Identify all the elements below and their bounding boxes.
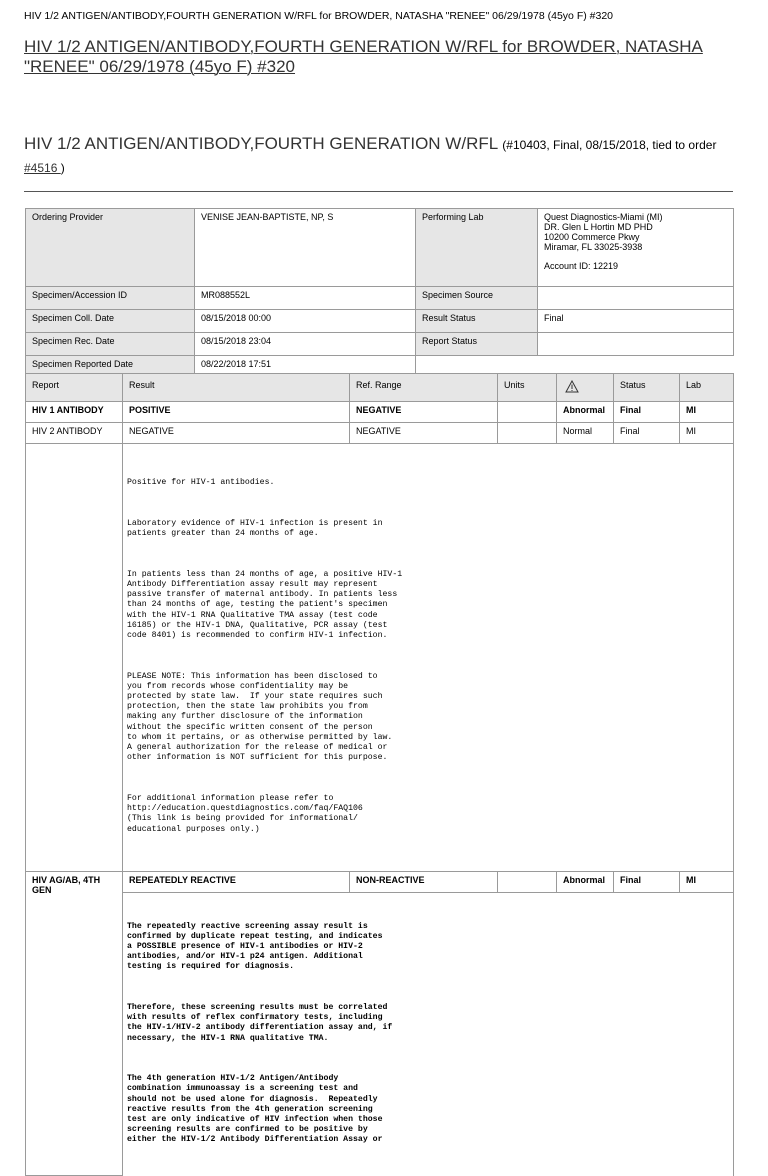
row-result: REPEATEDLY REACTIVE xyxy=(123,872,350,893)
lab-account: Account ID: 12219 xyxy=(544,261,619,271)
test-heading xyxy=(24,133,744,179)
note-row xyxy=(26,893,734,1176)
row-result: NEGATIVE xyxy=(123,423,350,444)
note-row xyxy=(26,444,734,872)
note-paragraph: In patients less than 24 months of age, a positive HIV-1 Antibody Differentiation assay result may represent passive transfer of maternal antibody. In patients less than 24 months of age, testing the patient's specimen with the HIV-1 RNA Qualitative TMA assay (test code 16185) or the HIV-1 DNA, Qualitative, PCR assay (test code 8401) is recommended to confirm HIV-1 infection. xyxy=(127,569,403,641)
row-lab: MI xyxy=(680,402,734,423)
specimen-info-table xyxy=(25,208,734,379)
reported-date-label: Specimen Reported Date xyxy=(26,356,195,379)
result-status-label: Result Status xyxy=(416,310,538,333)
reported-date-value: 08/22/2018 17:51 xyxy=(195,356,416,379)
row-ref-range: NEGATIVE xyxy=(350,402,498,423)
divider xyxy=(24,191,733,192)
warning-icon xyxy=(565,380,579,395)
results-table xyxy=(25,373,734,1176)
lab-city: Miramar, FL 33025-3938 xyxy=(544,242,643,252)
note-paragraph: The repeatedly reactive screening assay result is confirmed by duplicate repeat testing, and indicates a POSSIBLE presence of HIV-1 antibodies or HIV-2 antibodies, and/or HIV-1 p24 antigen. Additional testing is required for diagnosis. xyxy=(127,921,383,972)
ordering-provider-label: Ordering Provider xyxy=(26,209,195,287)
result-status-value: Final xyxy=(538,310,734,333)
note-paragraph: Positive for HIV-1 antibodies. xyxy=(127,478,275,488)
row-units xyxy=(498,402,557,423)
col-flag xyxy=(557,374,614,402)
row-report: HIV 1 ANTIBODY xyxy=(26,402,123,423)
ordering-provider-value: VENISE JEAN-BAPTISTE, NP, S xyxy=(195,209,416,287)
table-row xyxy=(26,402,734,423)
note-paragraph: Therefore, these screening results must be correlated with results of reflex confirmatory tests, including the HIV-1/HIV-2 antibody differentiation assay and, if necessary, the HIV-1 RNA qualitative TMA. xyxy=(127,1002,393,1043)
lab-director: DR. Glen L Hortin MD PHD xyxy=(544,222,653,232)
test-name: HIV 1/2 ANTIGEN/ANTIBODY,FOURTH GENERATION W/RFL xyxy=(24,134,498,153)
row-result: POSITIVE xyxy=(123,402,350,423)
table-row xyxy=(26,423,734,444)
note-paragraph: PLEASE NOTE: This information has been disclosed to you from records whose confidentiality may be protected by state law. If your state requires such protection, then the state law prohibits you from making any further disclosure of the information without the specific written consent of the person to whom it pertains, or as otherwise permitted by law. A general authorization for the release of medical or other information is NOT sufficient for this purpose. xyxy=(127,671,393,763)
row-flag: Abnormal xyxy=(557,402,614,423)
note-paragraph: Laboratory evidence of HIV-1 infection is present in patients greater than 24 months of age. xyxy=(127,519,383,539)
row-flag: Abnormal xyxy=(557,872,614,893)
row-ref-range: NON-REACTIVE xyxy=(350,872,498,893)
col-status: Status xyxy=(614,374,680,402)
order-link[interactable]: #4516 xyxy=(24,161,61,175)
row-lab: MI xyxy=(680,423,734,444)
accession-value: MR088552L xyxy=(195,287,416,310)
coll-date-value: 08/15/2018 00:00 xyxy=(195,310,416,333)
row-status: Final xyxy=(614,402,680,423)
col-lab: Lab xyxy=(680,374,734,402)
header-small-title: HIV 1/2 ANTIGEN/ANTIBODY,FOURTH GENERATION W/RFL for BROWDER, NATASHA "RENEE" 06/29/1978 (45yo F) #320 xyxy=(24,10,613,22)
lab-street: 10200 Commerce Pkwy xyxy=(544,232,640,242)
row-report: HIV AG/AB, 4TH GEN xyxy=(26,872,123,1176)
lab-name: Quest Diagnostics-Miami (MI) xyxy=(544,212,663,222)
row-report: HIV 2 ANTIBODY xyxy=(26,423,123,444)
test-meta-suffix: ) xyxy=(60,161,65,175)
performing-lab-label: Performing Lab xyxy=(416,209,538,287)
report-status-value xyxy=(538,333,734,356)
row-status: Final xyxy=(614,423,680,444)
row-units xyxy=(498,872,557,893)
performing-lab-value xyxy=(538,209,734,287)
row-status: Final xyxy=(614,872,680,893)
col-units: Units xyxy=(498,374,557,402)
note-paragraph: For additional information please refer to http://education.questdiagnostics.com/faq/FAQ106 (This link is being provided for informational/ educational purposes only.) xyxy=(127,793,363,834)
row-lab: MI xyxy=(680,872,734,893)
table-row xyxy=(26,872,734,893)
accession-label: Specimen/Accession ID xyxy=(26,287,195,310)
coll-date-label: Specimen Coll. Date xyxy=(26,310,195,333)
header-title: HIV 1/2 ANTIGEN/ANTIBODY,FOURTH GENERATION W/RFL for BROWDER, NATASHA "RENEE" 06/29/1978 (45yo F) #320 xyxy=(24,37,703,76)
hiv1-note xyxy=(123,444,734,872)
col-report: Report xyxy=(26,374,123,402)
ag-ab-note xyxy=(123,893,734,1176)
row-units xyxy=(498,423,557,444)
rec-date-label: Specimen Rec. Date xyxy=(26,333,195,356)
source-value xyxy=(538,287,734,310)
col-ref-range: Ref. Range xyxy=(350,374,498,402)
row-ref-range: NEGATIVE xyxy=(350,423,498,444)
results-header-row xyxy=(26,374,734,402)
report-status-label: Report Status xyxy=(416,333,538,356)
col-result: Result xyxy=(123,374,350,402)
note-spacer xyxy=(26,444,123,872)
rec-date-value: 08/15/2018 23:04 xyxy=(195,333,416,356)
test-meta-prefix: (#10403, Final, 08/15/2018, tied to order xyxy=(502,138,717,152)
note-paragraph: The 4th generation HIV-1/2 Antigen/Antibody combination immunoassay is a screening test and should not be used alone for diagnosis. Repeatedly reactive results from the 4th generation screening test are only indicative of HIV infection when those screening results are confirmed to be positive by either the HIV-1/2 Antibody Differentiation Assay or xyxy=(127,1074,383,1145)
row-flag: Normal xyxy=(557,423,614,444)
source-label: Specimen Source xyxy=(416,287,538,310)
